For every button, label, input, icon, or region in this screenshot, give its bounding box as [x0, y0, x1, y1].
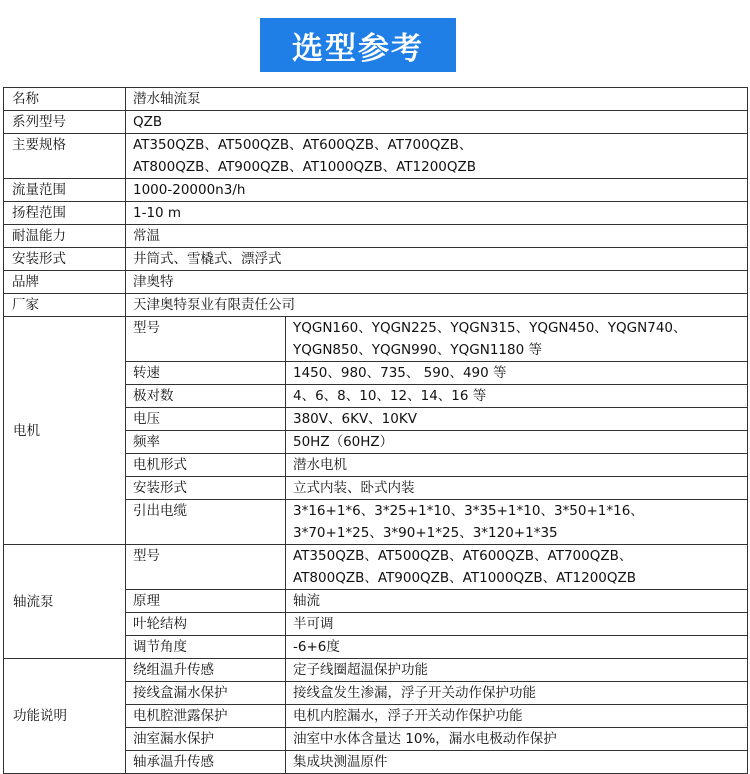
- table-row: [4, 317, 748, 362]
- row-value: 天津奥特泵业有限责任公司: [126, 294, 748, 317]
- pump-group-label: 轴流泵: [4, 545, 126, 659]
- sub-value: [286, 317, 748, 362]
- table-row: [4, 111, 748, 134]
- table-row: [4, 659, 748, 682]
- row-label: 流量范围: [4, 179, 126, 202]
- row-label: 品牌: [4, 271, 126, 294]
- sub-label: 调节角度: [126, 636, 286, 659]
- value-line: AT800QZB、AT900QZB、AT1000QZB、AT1200QZB: [133, 159, 477, 175]
- sub-value: 定子线圈超温保护功能: [286, 659, 748, 682]
- row-value: 津奥特: [126, 271, 748, 294]
- spec-table: [3, 87, 748, 774]
- sub-label: 极对数: [126, 385, 286, 408]
- sub-label: 轴承温升传感: [126, 751, 286, 774]
- row-value: 井筒式、雪橇式、漂浮式: [126, 248, 748, 271]
- sub-label: 安装形式: [126, 477, 286, 500]
- row-label: 主要规格: [4, 134, 126, 179]
- table-row: [4, 88, 748, 111]
- sub-label: 频率: [126, 431, 286, 454]
- sub-label: 叶轮结构: [126, 613, 286, 636]
- sub-label: 绕组温升传感: [126, 659, 286, 682]
- sub-label: 型号: [126, 545, 286, 590]
- row-value: 1000-20000n3/h: [126, 179, 748, 202]
- title-banner: [260, 18, 456, 72]
- row-value: QZB: [126, 111, 748, 134]
- banner-title: 选型参考: [292, 30, 424, 67]
- sub-label: 电压: [126, 408, 286, 431]
- row-label: 安装形式: [4, 248, 126, 271]
- functions-group-label: 功能说明: [4, 659, 126, 774]
- sub-value: 集成块测温原件: [286, 751, 748, 774]
- sub-value: 潜水电机: [286, 454, 748, 477]
- table-row: [4, 202, 748, 225]
- sub-value: 油室中水体含量达 10%，漏水电极动作保护: [286, 728, 748, 751]
- table-row: [4, 248, 748, 271]
- sub-label: 油室漏水保护: [126, 728, 286, 751]
- table-row: [4, 294, 748, 317]
- table-row: [4, 545, 748, 590]
- sub-value: 半可调: [286, 613, 748, 636]
- sub-value: 接线盒发生渗漏，浮子开关动作保护功能: [286, 682, 748, 705]
- row-value: 潜水轴流泵: [126, 88, 748, 111]
- table-row: [4, 179, 748, 202]
- sub-label: 引出电缆: [126, 500, 286, 545]
- row-label: 名称: [4, 88, 126, 111]
- row-value: 1-10 m: [126, 202, 748, 225]
- value-line: AT350QZB、AT500QZB、AT600QZB、AT700QZB、: [293, 548, 633, 564]
- sub-value: 电机内腔漏水，浮子开关动作保护功能: [286, 705, 748, 728]
- value-line: YQGN850、YQGN990、YQGN1180 等: [293, 342, 542, 358]
- sub-label: 型号: [126, 317, 286, 362]
- sub-label: 接线盒漏水保护: [126, 682, 286, 705]
- sub-value: 4、6、8、10、12、14、16 等: [286, 385, 748, 408]
- sub-label: 转速: [126, 362, 286, 385]
- table-row: [4, 134, 748, 179]
- table-row: [4, 225, 748, 248]
- sub-value: [286, 545, 748, 590]
- table-row: [4, 271, 748, 294]
- sub-value: 380V、6KV、10KV: [286, 408, 748, 431]
- sub-value: 轴流: [286, 590, 748, 613]
- sub-label: 电机腔泄露保护: [126, 705, 286, 728]
- motor-group-label: 电机: [4, 317, 126, 545]
- sub-value: 1450、980、735、 590、490 等: [286, 362, 748, 385]
- row-label: 厂家: [4, 294, 126, 317]
- value-line: AT350QZB、AT500QZB、AT600QZB、AT700QZB、: [133, 137, 473, 153]
- sub-value: 50HZ（60HZ）: [286, 431, 748, 454]
- row-value: [126, 134, 748, 179]
- value-line: 3*16+1*6、3*25+1*10、3*35+1*10、3*50+1*16、: [293, 503, 644, 519]
- sub-label: 电机形式: [126, 454, 286, 477]
- sub-value: -6+6度: [286, 636, 748, 659]
- value-line: YQGN160、YQGN225、YQGN315、YQGN450、YQGN740、: [293, 320, 687, 336]
- sub-value: [286, 500, 748, 545]
- row-label: 系列型号: [4, 111, 126, 134]
- row-value: 常温: [126, 225, 748, 248]
- value-line: 3*70+1*25、3*90+1*25、3*120+1*35: [293, 525, 558, 541]
- row-label: 耐温能力: [4, 225, 126, 248]
- sub-value: 立式内装、卧式内装: [286, 477, 748, 500]
- row-label: 扬程范围: [4, 202, 126, 225]
- value-line: AT800QZB、AT900QZB、AT1000QZB、AT1200QZB: [293, 570, 637, 586]
- sub-label: 原理: [126, 590, 286, 613]
